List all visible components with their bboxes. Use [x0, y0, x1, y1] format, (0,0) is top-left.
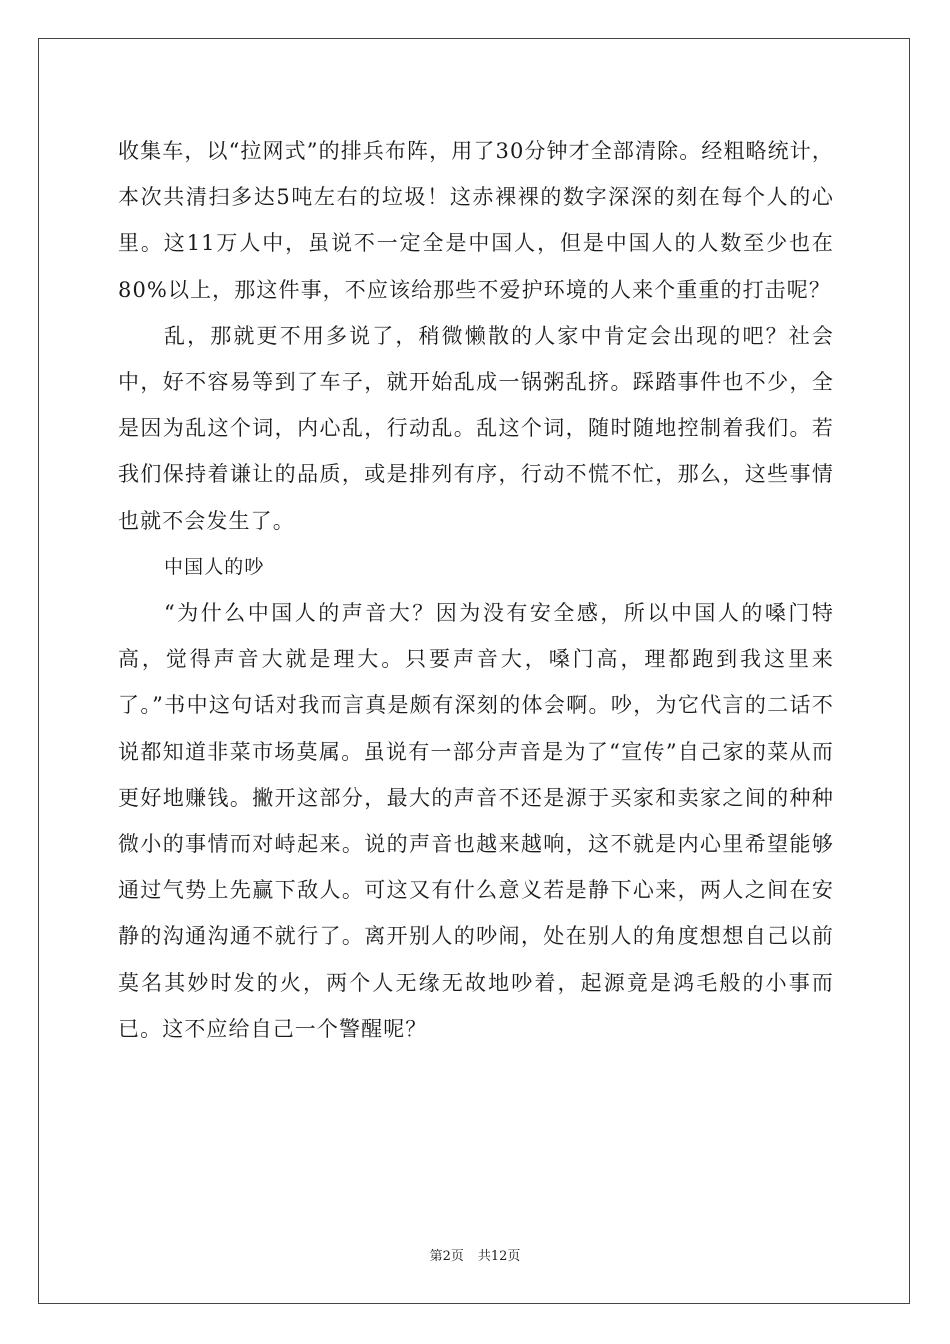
page-number: 第2页 — [429, 1249, 464, 1264]
paragraph-noise: “为什么中国人的声音大？因为没有安全感，所以中国人的嗓门特高，觉得声音大就是理大。只要声音大，嗓门高，理都跑到我这里来了。”书中这句话对我而言真是颇有深刻的体会啊。吵，为它代言的二话不说都知道非菜市场莫属。虽说有一部分声音是为了“宣传”自己家的菜从而更好地赚钱。撇开这部分，最大的声音不还是源于买家和卖家之间的种种微小的事情而对峙起来。说的声音也越来越响，这不就是内心里希望能够通过气势上先赢下敌人。可这又有什么意义若是静下心来，两人之间在安静的沟通沟通不就行了。离开别人的吵闹，处在别人的角度想想自己以前莫名其妙时发的火，两个人无缘无故地吵着，起源竟是鸿毛般的小事而已。这不应给自己一个警醒呢？ — [118, 601, 834, 1041]
page-footer — [0, 1245, 950, 1264]
paragraph-chaos: 乱，那就更不用多说了，稍微懒散的人家中肯定会出现的吧？社会中，好不容易等到了车子，就开始乱成一锅粥乱挤。踩踏事件也不少，全是因为乱这个词，内心乱，行动乱。乱这个词，随时随地控制着我们。若我们保持着谦让的品质，或是排列有序，行动不慌不忙，那么，这些事情也就不会发生了。 — [118, 323, 834, 533]
paragraph-continuation: 收集车，以“拉网式”的排兵布阵，用了30分钟才全部清除。经粗略统计，本次共清扫多达5吨左右的垃圾！这赤裸裸的数字深深的刻在每个人的心里。这11万人中，虽说不一定全是中国人，但是中国人的人数至少也在80%以上，那这件事，不应该给那些不爱护环境的人来个重重的打击呢？ — [118, 139, 834, 302]
document-body — [118, 128, 834, 1052]
page-total: 共12页 — [477, 1249, 521, 1264]
section-heading: 中国人的吵 — [164, 555, 265, 578]
